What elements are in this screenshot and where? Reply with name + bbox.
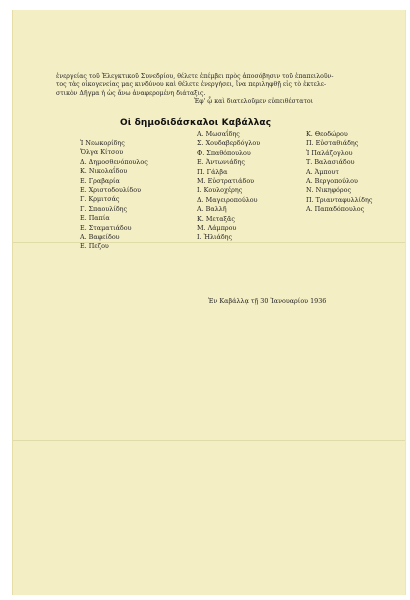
closing-line: Ἐφ' ᾧ καὶ διατελοῦμεν εὐπειθέστατοι [194, 97, 314, 105]
signatory-name: Α. Βεργοπούλου [306, 177, 358, 186]
signatory-name: Π. Γάλβα [197, 167, 228, 176]
signatory-name: Ε. Πεζου [80, 242, 109, 251]
fold-line [13, 440, 405, 441]
signatory-name: Α. Βαφείδου [80, 233, 120, 242]
signatory-name: Π. Εὐσταθιάδης [306, 139, 359, 148]
signatory-name: Κ. Νικολαΐδου [80, 167, 128, 176]
signatory-name: Ὄλγα Κίτσου [80, 148, 124, 157]
signatory-name: Ε. Σταματιάδου [80, 223, 132, 232]
signatory-name: Φ. Σπαθόπουλου [197, 148, 251, 157]
signatory-name: Μ. Εὐστρατιάδου [197, 177, 255, 186]
paragraph-line: τος τὰς οἰκογενείας μας κινδύνου καὶ θέλετε ἐνεργήσει, ἵνα περιληφθῇ εἰς τὸ ἐκτελε- [56, 81, 327, 89]
signatory-name: Γ. Σπαουλίδης [80, 204, 128, 213]
signatory-name: Κ. Μεταξᾶς [197, 214, 235, 223]
signatory-name: Α. Μωσαΐδης [197, 130, 240, 138]
signatory-name: Γ. Κρμιτσάς [80, 195, 120, 204]
signatory-name: Δ. Μαγειροπούλου [197, 195, 258, 204]
signatory-name: Ε. Γραβαρία [80, 176, 120, 185]
signatories-heading: Οἱ δημοδιδάσκαλοι Καβάλλας [120, 118, 272, 128]
signatory-name: Τ. Βαλασιάδου [306, 158, 355, 167]
signatory-name: Ἰ Παλάζογλου [306, 148, 353, 157]
dateline: Ἐν Καβάλλᾳ τῇ 30 Ἰανουαρίου 1936 [208, 297, 327, 305]
paragraph-line: στικὸν Δῆγμα ἡ ὡς ἄνω ἀναφερομένη διάταξις. [56, 89, 206, 97]
signatory-name: Μ. Λάμπρου [197, 224, 237, 233]
signatory-column-3 [306, 130, 372, 215]
signatory-name: Ε. Χριστοδουλίδου [80, 186, 142, 195]
signatory-name: Σ. Χουδαβερδόγλου [197, 139, 261, 148]
signatory-name: Ε. Παπία [80, 214, 110, 223]
signatory-name: Ν. Νικηφόρος [306, 186, 352, 195]
signatory-name: Α. Βαλλῆ [197, 205, 227, 214]
signatory-name: Π. Τριανταφυλλίδης [306, 195, 373, 204]
paragraph-line: ἐνεργείας τοῦ Ἐλεγκτικοῦ Συνεδρίου, θέλετε ἐπέμβει πρὸς ἀποσόβησιν τοῦ ἐπαπειλοῦν- [56, 73, 334, 80]
signatory-name: Α. Παπαδόπουλος [306, 205, 365, 214]
signatory-name: Δ. Δημοσθενόπουλος [80, 157, 148, 166]
signatory-column-2 [197, 130, 260, 243]
signatory-name: Ἰ Νεωκορίδης [80, 139, 125, 147]
signatory-name: Α. Ἀμπουτ [306, 167, 339, 176]
signatory-name: Ε. Ἀντωνιάδης [197, 158, 245, 167]
letter-paragraph [56, 73, 366, 106]
signatory-name: Κ. Θεοδώρου [306, 130, 348, 138]
signatory-name: Ι. Ἠλιάδης [197, 233, 233, 242]
signatory-column-1 [80, 139, 148, 252]
signatory-name: Ι. Κουλοχέρης [197, 186, 243, 195]
